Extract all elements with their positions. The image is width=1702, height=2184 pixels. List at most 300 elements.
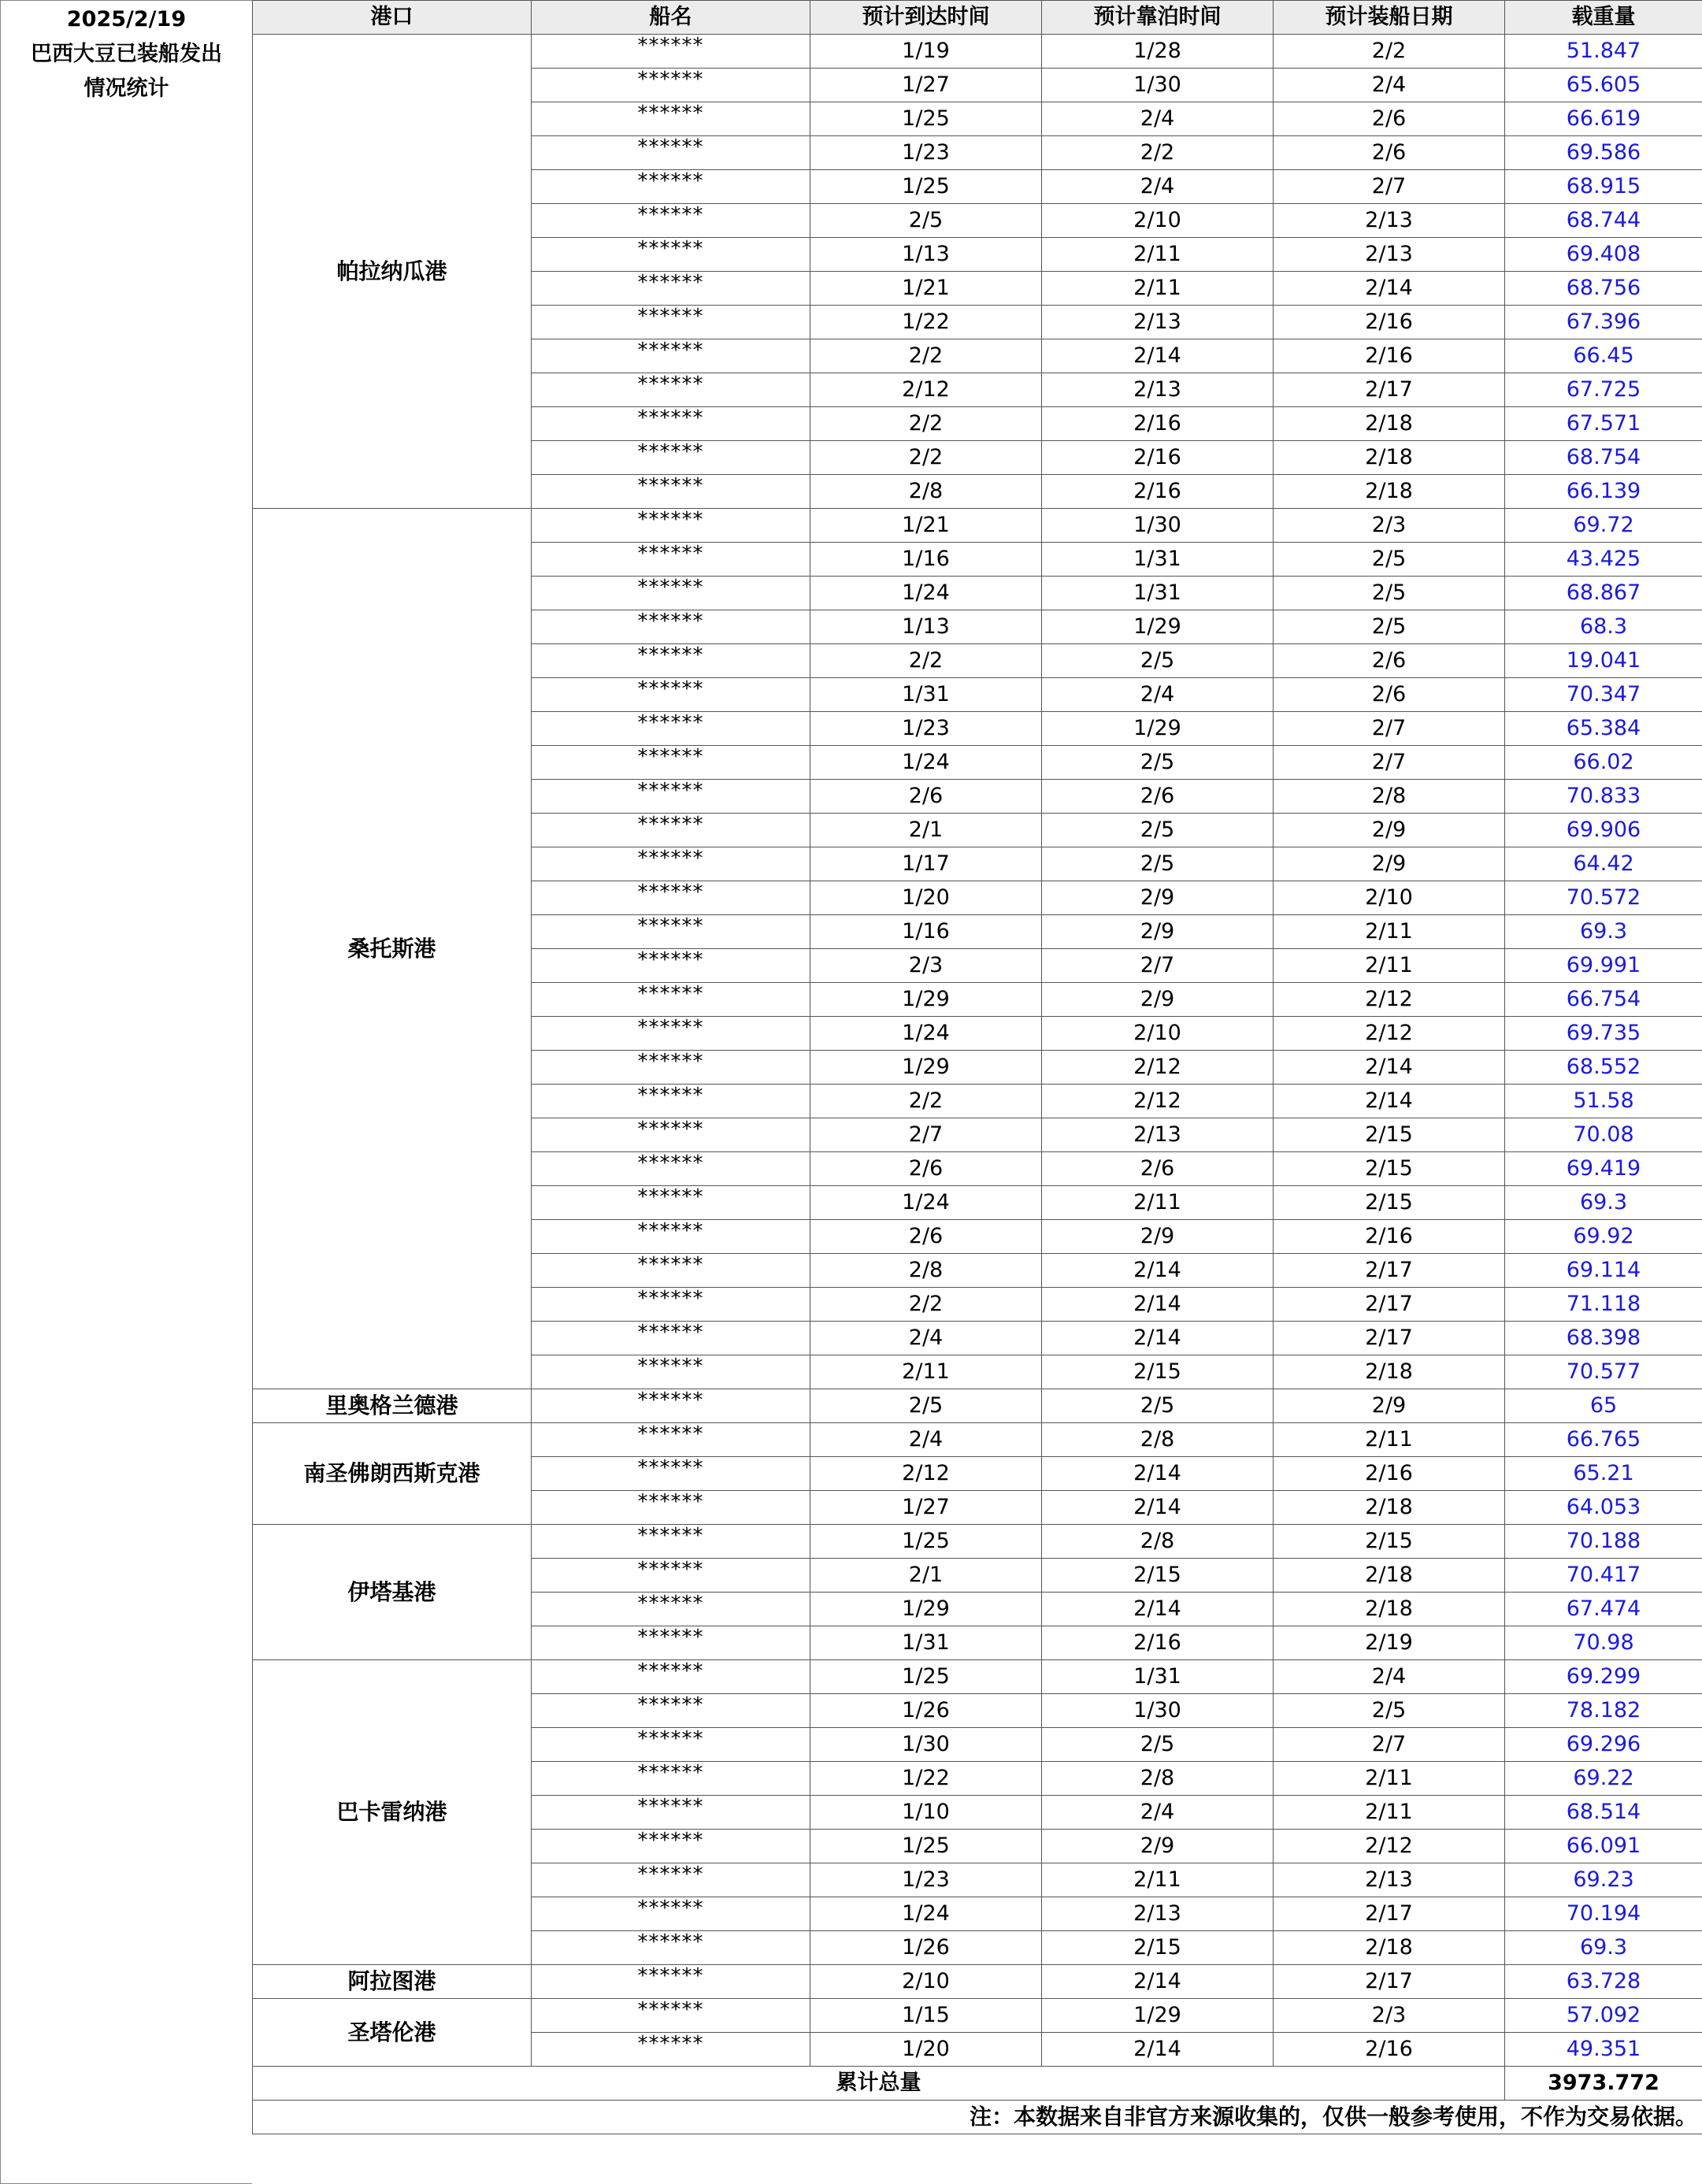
ship-name: ****** [532,644,810,678]
arrival-date: 1/25 [810,1830,1042,1863]
ship-name: ****** [532,1220,810,1254]
load-weight: 57.092 [1505,1999,1702,2033]
load-weight: 67.571 [1505,407,1702,441]
load-weight: 68.552 [1505,1051,1702,1085]
ship-name: ****** [532,1525,810,1559]
table-row [253,1660,1702,1694]
arrival-date: 1/30 [810,1728,1042,1762]
arrival-date: 2/3 [810,949,1042,983]
loading-date: 2/7 [1274,1728,1505,1762]
loading-date: 2/5 [1274,1694,1505,1728]
berth-date: 2/14 [1042,1457,1274,1491]
arrival-date: 2/2 [810,441,1042,475]
loading-date: 2/17 [1274,1288,1505,1322]
berth-date: 2/14 [1042,339,1274,373]
ship-name: ****** [532,1457,810,1491]
berth-date: 2/9 [1042,915,1274,949]
arrival-date: 2/12 [810,373,1042,407]
arrival-date: 1/25 [810,1525,1042,1559]
arrival-date: 1/20 [810,2033,1042,2067]
ship-name: ****** [532,678,810,712]
berth-date: 1/29 [1042,610,1274,644]
arrival-date: 1/16 [810,915,1042,949]
berth-date: 2/5 [1042,847,1274,881]
arrival-date: 2/12 [810,1457,1042,1491]
berth-date: 2/8 [1042,1423,1274,1457]
arrival-date: 1/10 [810,1796,1042,1830]
arrival-date: 2/8 [810,475,1042,509]
loading-date: 2/16 [1274,1457,1505,1491]
arrival-date: 2/1 [810,814,1042,847]
loading-date: 2/18 [1274,1355,1505,1389]
berth-date: 2/12 [1042,1085,1274,1118]
arrival-date: 1/20 [810,881,1042,915]
ship-name: ****** [532,102,810,136]
ship-name: ****** [532,1085,810,1118]
arrival-date: 1/27 [810,1491,1042,1525]
ship-name: ****** [532,204,810,238]
loading-date: 2/17 [1274,1254,1505,1288]
ship-name: ****** [532,373,810,407]
berth-date: 2/11 [1042,272,1274,306]
table-row [253,509,1702,543]
berth-date: 2/4 [1042,1796,1274,1830]
berth-date: 2/6 [1042,1152,1274,1186]
ship-name: ****** [532,170,810,204]
load-weight: 69.296 [1505,1728,1702,1762]
berth-date: 2/15 [1042,1931,1274,1965]
berth-date: 2/16 [1042,407,1274,441]
berth-date: 2/11 [1042,238,1274,272]
berth-date: 2/13 [1042,1897,1274,1931]
arrival-date: 2/4 [810,1322,1042,1355]
berth-date: 1/31 [1042,543,1274,577]
arrival-date: 2/5 [810,1389,1042,1423]
loading-date: 2/18 [1274,1593,1505,1626]
loading-date: 2/14 [1274,1051,1505,1085]
load-weight: 68.744 [1505,204,1702,238]
load-weight: 70.188 [1505,1525,1702,1559]
berth-date: 2/2 [1042,136,1274,170]
loading-date: 2/11 [1274,949,1505,983]
berth-date: 1/31 [1042,577,1274,610]
loading-date: 2/6 [1274,136,1505,170]
loading-date: 2/15 [1274,1525,1505,1559]
berth-date: 2/14 [1042,1322,1274,1355]
header-loading: 预计装船日期 [1274,1,1505,35]
load-weight: 68.514 [1505,1796,1702,1830]
load-weight: 69.408 [1505,238,1702,272]
berth-date: 2/16 [1042,475,1274,509]
ship-name: ****** [532,1017,810,1051]
arrival-date: 1/21 [810,509,1042,543]
berth-date: 1/29 [1042,1999,1274,2033]
total-value: 3973.772 [1505,2067,1702,2101]
load-weight: 66.619 [1505,102,1702,136]
ship-name: ****** [532,1626,810,1660]
port-name: 南圣佛朗西斯克港 [253,1423,532,1525]
ship-name: ****** [532,746,810,780]
ship-name: ****** [532,1593,810,1626]
berth-date: 2/9 [1042,1830,1274,1863]
loading-date: 2/2 [1274,35,1505,69]
arrival-date: 1/26 [810,1694,1042,1728]
load-weight: 66.091 [1505,1830,1702,1863]
ship-name: ****** [532,1288,810,1322]
loading-date: 2/11 [1274,1762,1505,1796]
berth-date: 2/5 [1042,1728,1274,1762]
ship-name: ****** [532,35,810,69]
load-weight: 66.45 [1505,339,1702,373]
load-weight: 49.351 [1505,2033,1702,2067]
load-weight: 69.991 [1505,949,1702,983]
ship-name: ****** [532,1694,810,1728]
load-weight: 70.347 [1505,678,1702,712]
load-weight: 64.42 [1505,847,1702,881]
ship-name: ****** [532,1796,810,1830]
ship-name: ****** [532,306,810,339]
port-name: 阿拉图港 [253,1965,532,1999]
load-weight: 70.417 [1505,1559,1702,1593]
berth-date: 2/15 [1042,1559,1274,1593]
load-weight: 65.21 [1505,1457,1702,1491]
arrival-date: 1/31 [810,1626,1042,1660]
loading-date: 2/18 [1274,407,1505,441]
arrival-date: 2/2 [810,407,1042,441]
berth-date: 2/10 [1042,204,1274,238]
load-weight: 69.114 [1505,1254,1702,1288]
port-name: 圣塔伦港 [253,1999,532,2067]
arrival-date: 1/29 [810,1593,1042,1626]
load-weight: 67.396 [1505,306,1702,339]
arrival-date: 1/23 [810,136,1042,170]
table-row [253,1389,1702,1423]
berth-date: 2/14 [1042,1965,1274,1999]
table-row [253,35,1702,69]
ship-name: ****** [532,136,810,170]
note-row [253,2101,1702,2134]
load-weight: 70.833 [1505,780,1702,814]
loading-date: 2/18 [1274,475,1505,509]
berth-date: 2/12 [1042,1051,1274,1085]
ship-name: ****** [532,881,810,915]
load-weight: 66.139 [1505,475,1702,509]
arrival-date: 1/25 [810,1660,1042,1694]
load-weight: 70.572 [1505,881,1702,915]
berth-date: 2/4 [1042,102,1274,136]
arrival-date: 2/5 [810,204,1042,238]
loading-date: 2/15 [1274,1118,1505,1152]
load-weight: 70.08 [1505,1118,1702,1152]
loading-date: 2/10 [1274,881,1505,915]
load-weight: 68.754 [1505,441,1702,475]
report-title [0,0,252,2184]
ship-name: ****** [532,1931,810,1965]
loading-date: 2/5 [1274,610,1505,644]
arrival-date: 1/25 [810,170,1042,204]
ship-name: ****** [532,407,810,441]
berth-date: 2/5 [1042,644,1274,678]
berth-date: 1/30 [1042,69,1274,102]
berth-date: 2/9 [1042,983,1274,1017]
ship-name: ****** [532,1965,810,1999]
loading-date: 2/6 [1274,678,1505,712]
arrival-date: 1/29 [810,1051,1042,1085]
arrival-date: 1/24 [810,1897,1042,1931]
loading-date: 2/13 [1274,1863,1505,1897]
ship-name: ****** [532,915,810,949]
load-weight: 70.577 [1505,1355,1702,1389]
shipment-table [252,0,1702,2134]
ship-name: ****** [532,1863,810,1897]
report-title-line1: 巴西大豆已装船发出 [31,42,222,66]
load-weight: 67.474 [1505,1593,1702,1626]
loading-date: 2/4 [1274,69,1505,102]
loading-date: 2/5 [1274,543,1505,577]
ship-name: ****** [532,69,810,102]
ship-name: ****** [532,1389,810,1423]
ship-name: ****** [532,1423,810,1457]
total-label: 累计总量 [253,2067,1505,2101]
loading-date: 2/7 [1274,746,1505,780]
load-weight: 67.725 [1505,373,1702,407]
arrival-date: 1/29 [810,983,1042,1017]
loading-date: 2/14 [1274,272,1505,306]
berth-date: 2/8 [1042,1762,1274,1796]
loading-date: 2/9 [1274,1389,1505,1423]
load-weight: 69.72 [1505,509,1702,543]
loading-date: 2/9 [1274,847,1505,881]
loading-date: 2/15 [1274,1152,1505,1186]
loading-date: 2/11 [1274,915,1505,949]
load-weight: 65.605 [1505,69,1702,102]
ship-name: ****** [532,1051,810,1085]
loading-date: 2/16 [1274,1220,1505,1254]
arrival-date: 2/2 [810,644,1042,678]
berth-date: 2/4 [1042,170,1274,204]
load-weight: 69.3 [1505,1931,1702,1965]
header-arrival: 预计到达时间 [810,1,1042,35]
table-header-row [253,1,1702,35]
loading-date: 2/16 [1274,2033,1505,2067]
loading-date: 2/4 [1274,1660,1505,1694]
ship-name: ****** [532,847,810,881]
arrival-date: 1/25 [810,102,1042,136]
ship-name: ****** [532,2033,810,2067]
ship-name: ****** [532,949,810,983]
load-weight: 66.02 [1505,746,1702,780]
arrival-date: 1/27 [810,69,1042,102]
berth-date: 2/9 [1042,881,1274,915]
port-name: 里奥格兰德港 [253,1389,532,1423]
header-ship: 船名 [532,1,810,35]
ship-name: ****** [532,1830,810,1863]
loading-date: 2/6 [1274,102,1505,136]
loading-date: 2/19 [1274,1626,1505,1660]
load-weight: 69.22 [1505,1762,1702,1796]
arrival-date: 1/16 [810,543,1042,577]
arrival-date: 2/4 [810,1423,1042,1457]
load-weight: 64.053 [1505,1491,1702,1525]
report-date: 2025/2/19 [66,7,187,32]
loading-date: 2/11 [1274,1423,1505,1457]
loading-date: 2/8 [1274,780,1505,814]
load-weight: 68.3 [1505,610,1702,644]
load-weight: 66.765 [1505,1423,1702,1457]
arrival-date: 1/23 [810,712,1042,746]
table-row [253,1423,1702,1457]
arrival-date: 2/1 [810,1559,1042,1593]
loading-date: 2/3 [1274,509,1505,543]
loading-date: 2/12 [1274,983,1505,1017]
berth-date: 2/13 [1042,306,1274,339]
berth-date: 1/29 [1042,712,1274,746]
load-weight: 51.847 [1505,35,1702,69]
arrival-date: 1/24 [810,1186,1042,1220]
arrival-date: 1/22 [810,1762,1042,1796]
ship-name: ****** [532,1491,810,1525]
ship-name: ****** [532,1762,810,1796]
arrival-date: 2/6 [810,1220,1042,1254]
ship-name: ****** [532,238,810,272]
loading-date: 2/12 [1274,1830,1505,1863]
berth-date: 1/30 [1042,1694,1274,1728]
loading-date: 2/7 [1274,170,1505,204]
ship-name: ****** [532,1186,810,1220]
load-weight: 68.398 [1505,1322,1702,1355]
arrival-date: 2/11 [810,1355,1042,1389]
load-weight: 70.194 [1505,1897,1702,1931]
berth-date: 2/14 [1042,2033,1274,2067]
loading-date: 2/18 [1274,441,1505,475]
table-row [253,1999,1702,2033]
table-body [253,35,1702,2067]
arrival-date: 1/13 [810,610,1042,644]
disclaimer-note: 注：本数据来自非官方来源收集的，仅供一般参考使用，不作为交易依据。 [253,2101,1702,2134]
load-weight: 69.735 [1505,1017,1702,1051]
loading-date: 2/17 [1274,1965,1505,1999]
load-weight: 63.728 [1505,1965,1702,1999]
arrival-date: 1/13 [810,238,1042,272]
berth-date: 1/28 [1042,35,1274,69]
loading-date: 2/16 [1274,339,1505,373]
berth-date: 2/15 [1042,1355,1274,1389]
berth-date: 2/14 [1042,1254,1274,1288]
loading-date: 2/18 [1274,1559,1505,1593]
port-name: 帕拉纳瓜港 [253,35,532,509]
ship-name: ****** [532,577,810,610]
report-title-line2: 情况统计 [83,76,169,101]
ship-name: ****** [532,339,810,373]
load-weight: 69.3 [1505,915,1702,949]
berth-date: 2/13 [1042,373,1274,407]
ship-name: ****** [532,475,810,509]
port-name: 伊塔基港 [253,1525,532,1660]
ship-name: ****** [532,1728,810,1762]
load-weight: 43.425 [1505,543,1702,577]
arrival-date: 1/24 [810,1017,1042,1051]
ship-name: ****** [532,1118,810,1152]
load-weight: 69.299 [1505,1660,1702,1694]
berth-date: 2/9 [1042,1220,1274,1254]
load-weight: 70.98 [1505,1626,1702,1660]
berth-date: 1/30 [1042,509,1274,543]
berth-date: 2/14 [1042,1288,1274,1322]
arrival-date: 1/31 [810,678,1042,712]
port-name: 巴卡雷纳港 [253,1660,532,1965]
berth-date: 2/7 [1042,949,1274,983]
berth-date: 2/16 [1042,441,1274,475]
loading-date: 2/16 [1274,306,1505,339]
arrival-date: 1/24 [810,577,1042,610]
load-weight: 69.906 [1505,814,1702,847]
arrival-date: 2/10 [810,1965,1042,1999]
ship-name: ****** [532,1254,810,1288]
load-weight: 51.58 [1505,1085,1702,1118]
load-weight: 69.3 [1505,1186,1702,1220]
loading-date: 2/17 [1274,373,1505,407]
berth-date: 2/13 [1042,1118,1274,1152]
ship-name: ****** [532,1999,810,2033]
load-weight: 78.182 [1505,1694,1702,1728]
load-weight: 69.586 [1505,136,1702,170]
berth-date: 2/10 [1042,1017,1274,1051]
loading-date: 2/13 [1274,204,1505,238]
load-weight: 66.754 [1505,983,1702,1017]
arrival-date: 1/17 [810,847,1042,881]
ship-name: ****** [532,272,810,306]
loading-date: 2/18 [1274,1931,1505,1965]
ship-name: ****** [532,610,810,644]
loading-date: 2/17 [1274,1897,1505,1931]
load-weight: 65.384 [1505,712,1702,746]
header-weight: 载重量 [1505,1,1702,35]
loading-date: 2/9 [1274,814,1505,847]
loading-date: 2/15 [1274,1186,1505,1220]
berth-date: 2/4 [1042,678,1274,712]
ship-name: ****** [532,509,810,543]
ship-name: ****** [532,543,810,577]
loading-date: 2/17 [1274,1322,1505,1355]
ship-name: ****** [532,1322,810,1355]
table-row [253,1525,1702,1559]
table-row [253,1965,1702,1999]
berth-date: 2/8 [1042,1525,1274,1559]
berth-date: 2/11 [1042,1186,1274,1220]
berth-date: 2/5 [1042,814,1274,847]
ship-name: ****** [532,1355,810,1389]
ship-name: ****** [532,1559,810,1593]
berth-date: 2/14 [1042,1593,1274,1626]
arrival-date: 1/26 [810,1931,1042,1965]
ship-name: ****** [532,712,810,746]
loading-date: 2/6 [1274,644,1505,678]
load-weight: 68.915 [1505,170,1702,204]
arrival-date: 2/6 [810,1152,1042,1186]
arrival-date: 2/2 [810,1085,1042,1118]
load-weight: 69.92 [1505,1220,1702,1254]
arrival-date: 2/8 [810,1254,1042,1288]
load-weight: 19.041 [1505,644,1702,678]
ship-name: ****** [532,1897,810,1931]
berth-date: 1/31 [1042,1660,1274,1694]
ship-name: ****** [532,1152,810,1186]
loading-date: 2/11 [1274,1796,1505,1830]
berth-date: 2/14 [1042,1491,1274,1525]
loading-date: 2/3 [1274,1999,1505,2033]
arrival-date: 1/23 [810,1863,1042,1897]
ship-name: ****** [532,441,810,475]
